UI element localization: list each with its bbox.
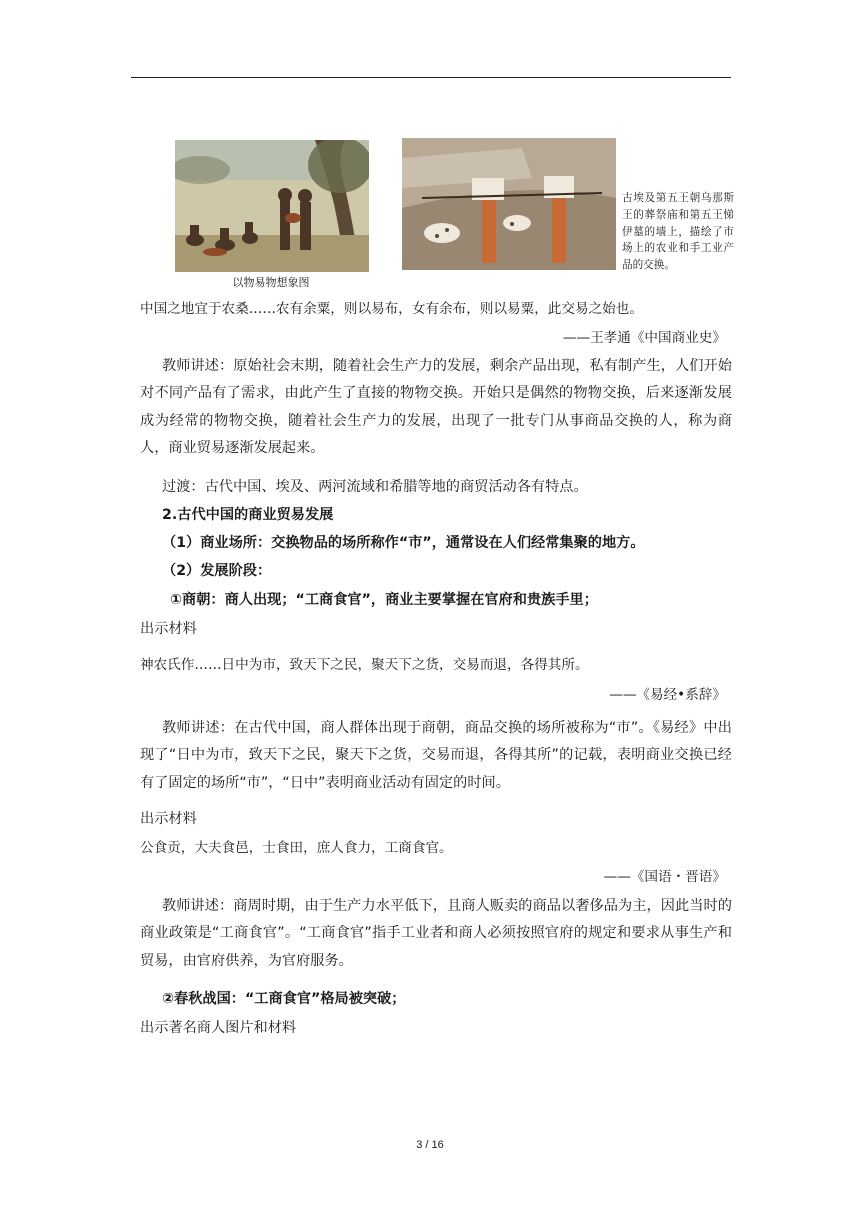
barter-caption: 以物易物想象图 (232, 276, 310, 289)
point-development-stages: （2）发展阶段： (162, 563, 272, 579)
quote-guoyu-source: ——《国语・晋语》 (603, 869, 726, 885)
show-material-label-3: 出示著名商人图片和材料 (140, 1020, 297, 1036)
section-heading-2: 2.古代中国的商业贸易发展 (162, 507, 334, 523)
show-material-label-1: 出示材料 (140, 621, 197, 637)
transition-text: 过渡：古代中国、埃及、两河流域和希腊等地的商贸活动各有特点。 (162, 479, 588, 495)
show-material-label-2: 出示材料 (140, 811, 197, 827)
quote-guoyu: 公食贡，大夫食邑，士食田，庶人食力，工商食官。 (140, 840, 453, 856)
quote-commerce-history-source: ——王孝通《中国商业史》 (562, 330, 726, 346)
barter-illustration (175, 140, 369, 272)
stage-shang-dynasty: ①商朝：商人出现；“工商食官”，商业主要掌握在官府和贵族手里； (170, 592, 598, 608)
quote-yijing: 神农氏作……日中为市，致天下之民，聚天下之货，交易而退，各得其所。 (140, 657, 589, 673)
stage-spring-autumn-warring-states: ②春秋战国：“工商食官”格局被突破； (162, 991, 406, 1007)
quote-commerce-history: 中国之地宜于农桑……农有余粟，则以易布，女有余布，则以易粟，此交易之始也。 (140, 301, 643, 317)
egyptian-relief-image (402, 138, 616, 270)
page-number: 3 / 16 (416, 1139, 444, 1151)
teacher-explanation-3: 教师讲述：商周时期，由于生产力水平低下，且商人贩卖的商品以奢侈品为主，因此当时的商业政策是“工商食官”。“工商食官”指手工业者和商人必须按照官府的规定和要求从事生产和贸易，由官府供养，为官府服务。 (140, 898, 732, 969)
egyptian-relief-caption: 古埃及第五王朝乌那斯王的葬祭庙和第五王悌伊墓的墙上，描绘了市场上的农业和手工业产品的交换。 (622, 192, 734, 272)
header-rule (131, 77, 731, 78)
teacher-explanation-2: 教师讲述：在古代中国，商人群体出现于商朝，商品交换的场所被称为“市”。《易经》中出现了“日中为市，致天下之民，聚天下之货，交易而退，各得其所”的记载，表明商业交换已经有了固定的场所“市”，“日中”表明商业活动有固定的时间。 (140, 720, 732, 791)
point-trading-place: （1）商业场所：交换物品的场所称作“市”，通常设在人们经常集聚的地方。 (162, 535, 645, 551)
teacher-explanation-1: 教师讲述：原始社会末期，随着社会生产力的发展，剩余产品出现，私有制产生，人们开始对不同产品有了需求，由此产生了直接的物物交换。开始只是偶然的物物交换，后来逐渐发展成为经常的物物交换，随着社会生产力的发展，出现了一批专门从事商品交换的人，称为商人，商业贸易逐渐发展起来。 (140, 358, 732, 457)
quote-yijing-source: ——《易经•系辞》 (609, 687, 726, 703)
